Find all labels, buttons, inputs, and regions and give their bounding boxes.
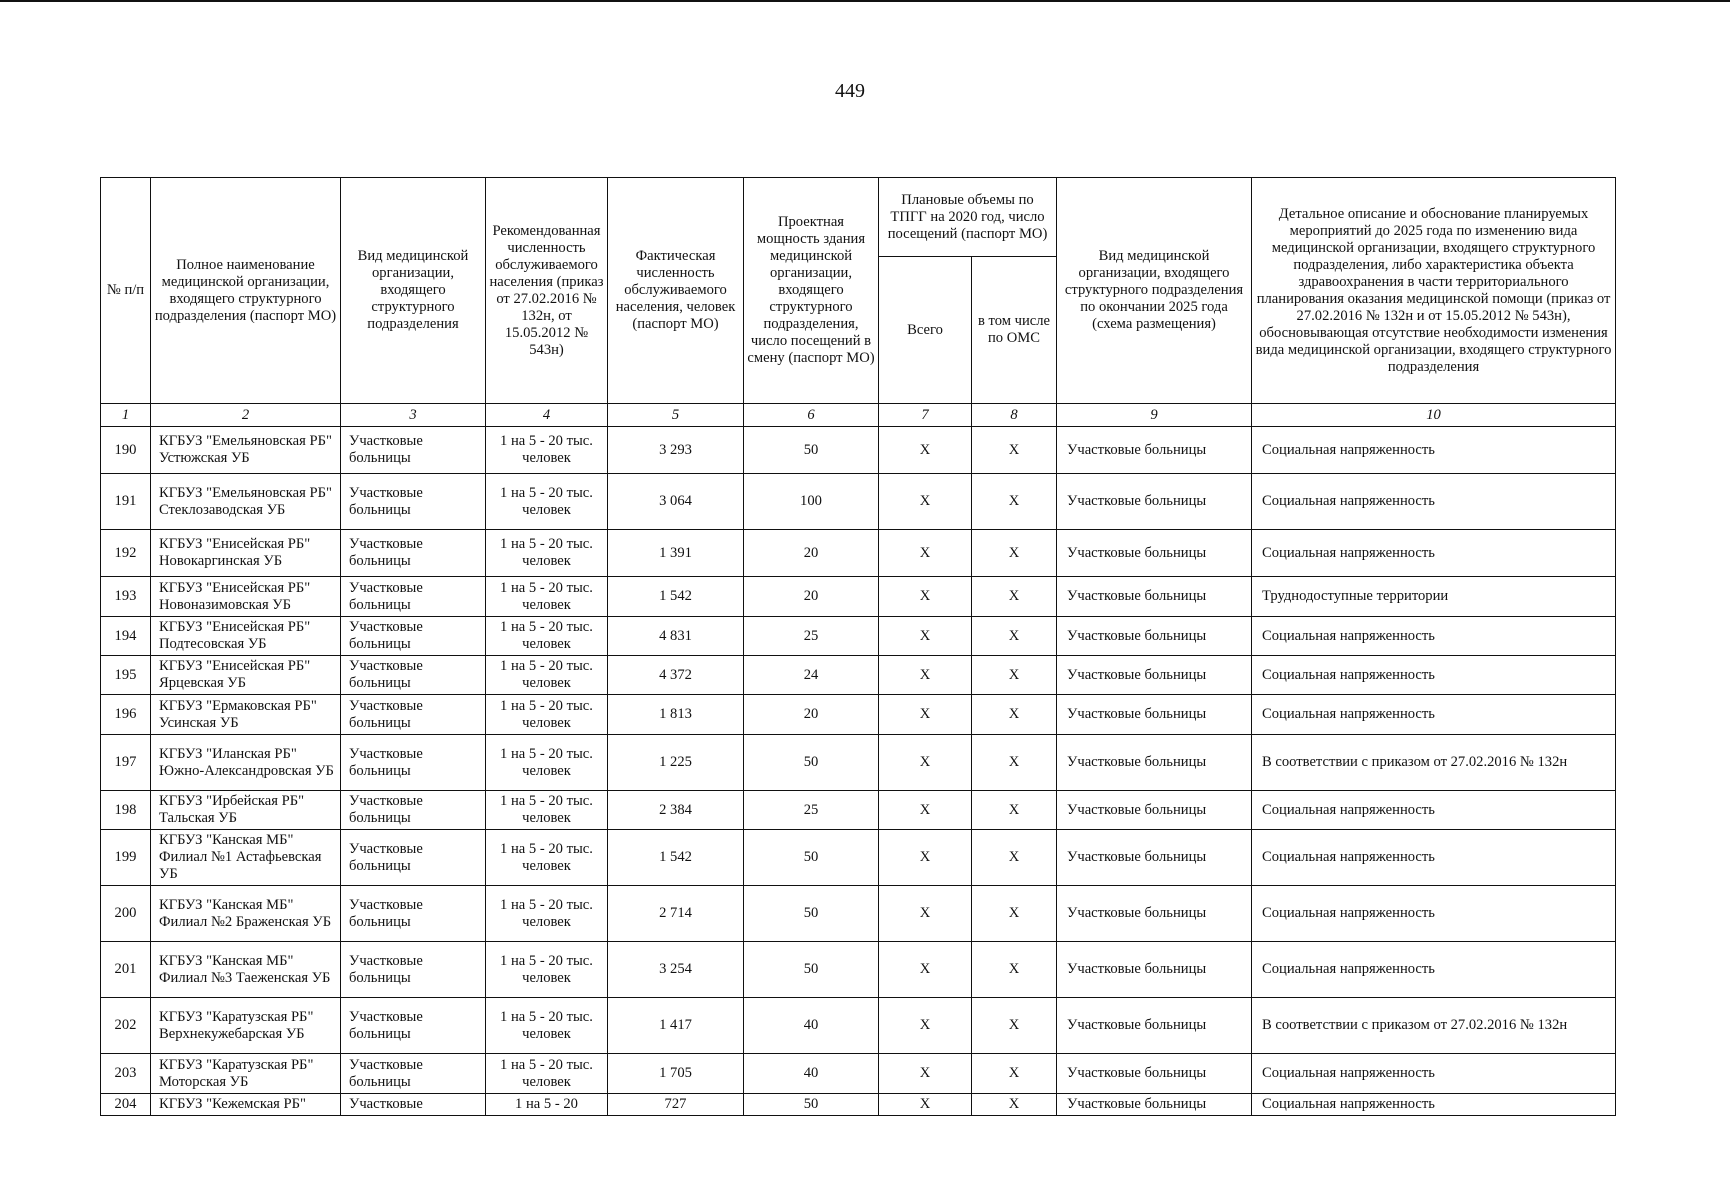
org-type: Участковые больницы bbox=[341, 530, 486, 577]
org-type-2025: Участковые больницы bbox=[1057, 656, 1252, 695]
header-type-2025: Вид медицинской организации, входящего структурного подразделения по окончании 2025 года (схема размещения) bbox=[1057, 178, 1252, 404]
justification: В соответствии с приказом от 27.02.2016 № 132н bbox=[1252, 998, 1616, 1054]
justification: Социальная напряженность bbox=[1252, 474, 1616, 530]
org-type: Участковые больницы bbox=[341, 695, 486, 735]
design-capacity: 50 bbox=[744, 886, 879, 942]
org-name: КГБУЗ "Канская МБ" Филиал №2 Браженская УБ bbox=[151, 886, 341, 942]
row-number: 197 bbox=[101, 735, 151, 791]
org-type: Участковые больницы bbox=[341, 1054, 486, 1094]
org-type-2025: Участковые больницы bbox=[1057, 617, 1252, 656]
planned-total: X bbox=[879, 617, 972, 656]
planned-total: X bbox=[879, 735, 972, 791]
org-name: КГБУЗ "Енисейская РБ" Новоназимовская УБ bbox=[151, 577, 341, 617]
planned-oms: X bbox=[972, 695, 1057, 735]
planned-total: X bbox=[879, 791, 972, 830]
planned-oms: X bbox=[972, 1054, 1057, 1094]
org-type: Участковые bbox=[341, 1094, 486, 1116]
recommended-population: 1 на 5 - 20 тыс. человек bbox=[486, 656, 608, 695]
design-capacity: 50 bbox=[744, 830, 879, 886]
table-row bbox=[101, 530, 1616, 577]
justification: Социальная напряженность bbox=[1252, 427, 1616, 474]
planned-total: X bbox=[879, 886, 972, 942]
table-row bbox=[101, 886, 1616, 942]
justification: Социальная напряженность bbox=[1252, 695, 1616, 735]
design-capacity: 25 bbox=[744, 791, 879, 830]
page-number: 449 bbox=[835, 80, 865, 102]
recommended-population: 1 на 5 - 20 тыс. человек bbox=[486, 695, 608, 735]
recommended-population: 1 на 5 - 20 тыс. человек bbox=[486, 791, 608, 830]
planned-oms: X bbox=[972, 1094, 1057, 1116]
org-name: КГБУЗ "Ирбейская РБ" Тальская УБ bbox=[151, 791, 341, 830]
column-number: 5 bbox=[608, 404, 744, 427]
recommended-population: 1 на 5 - 20 тыс. человек bbox=[486, 942, 608, 998]
actual-population: 4 831 bbox=[608, 617, 744, 656]
org-type: Участковые больницы bbox=[341, 656, 486, 695]
org-type-2025: Участковые больницы bbox=[1057, 1094, 1252, 1116]
justification: Социальная напряженность bbox=[1252, 617, 1616, 656]
design-capacity: 100 bbox=[744, 474, 879, 530]
table-row bbox=[101, 695, 1616, 735]
org-name: КГБУЗ "Енисейская РБ" Подтесовская УБ bbox=[151, 617, 341, 656]
row-number: 202 bbox=[101, 998, 151, 1054]
actual-population: 1 542 bbox=[608, 577, 744, 617]
org-type-2025: Участковые больницы bbox=[1057, 735, 1252, 791]
org-name: КГБУЗ "Кежемская РБ" bbox=[151, 1094, 341, 1116]
actual-population: 2 714 bbox=[608, 886, 744, 942]
header-total: Всего bbox=[879, 257, 972, 404]
org-name: КГБУЗ "Емельяновская РБ" Стеклозаводская УБ bbox=[151, 474, 341, 530]
org-type-2025: Участковые больницы bbox=[1057, 530, 1252, 577]
table-row bbox=[101, 1054, 1616, 1094]
table-row bbox=[101, 942, 1616, 998]
header-capacity: Проектная мощность здания медицинской организации, входящего структурного подразделения, число посещений в смену (паспорт МО) bbox=[744, 178, 879, 404]
header-type: Вид медицинской организации, входящего структурного подразделения bbox=[341, 178, 486, 404]
column-number: 3 bbox=[341, 404, 486, 427]
org-type: Участковые больницы bbox=[341, 577, 486, 617]
org-type: Участковые больницы bbox=[341, 942, 486, 998]
org-name: КГБУЗ "Канская МБ" Филиал №3 Таеженская УБ bbox=[151, 942, 341, 998]
table-row bbox=[101, 427, 1616, 474]
column-number: 6 bbox=[744, 404, 879, 427]
design-capacity: 40 bbox=[744, 1054, 879, 1094]
row-number: 198 bbox=[101, 791, 151, 830]
header-num: № п/п bbox=[101, 178, 151, 404]
header-planned-group: Плановые объемы по ТПГГ на 2020 год, число посещений (паспорт МО) bbox=[879, 178, 1057, 257]
planned-total: X bbox=[879, 1094, 972, 1116]
actual-population: 1 417 bbox=[608, 998, 744, 1054]
header-recommended: Рекомендованная численность обслуживаемого населения (приказ от 27.02.2016 № 132н, от 15.05.2012 № 543н) bbox=[486, 178, 608, 404]
design-capacity: 24 bbox=[744, 656, 879, 695]
design-capacity: 20 bbox=[744, 695, 879, 735]
column-number: 1 bbox=[101, 404, 151, 427]
recommended-population: 1 на 5 - 20 тыс. человек bbox=[486, 530, 608, 577]
row-number: 195 bbox=[101, 656, 151, 695]
row-number: 190 bbox=[101, 427, 151, 474]
actual-population: 3 293 bbox=[608, 427, 744, 474]
table-row bbox=[101, 617, 1616, 656]
planned-total: X bbox=[879, 577, 972, 617]
planned-oms: X bbox=[972, 427, 1057, 474]
planned-total: X bbox=[879, 530, 972, 577]
org-type: Участковые больницы bbox=[341, 474, 486, 530]
org-type: Участковые больницы bbox=[341, 998, 486, 1054]
org-type-2025: Участковые больницы bbox=[1057, 886, 1252, 942]
row-number: 203 bbox=[101, 1054, 151, 1094]
row-number: 199 bbox=[101, 830, 151, 886]
actual-population: 1 705 bbox=[608, 1054, 744, 1094]
planned-oms: X bbox=[972, 474, 1057, 530]
recommended-population: 1 на 5 - 20 тыс. человек bbox=[486, 1054, 608, 1094]
org-type-2025: Участковые больницы bbox=[1057, 998, 1252, 1054]
org-type: Участковые больницы bbox=[341, 735, 486, 791]
planned-oms: X bbox=[972, 577, 1057, 617]
actual-population: 1 225 bbox=[608, 735, 744, 791]
org-type-2025: Участковые больницы bbox=[1057, 830, 1252, 886]
table-row bbox=[101, 474, 1616, 530]
table-row bbox=[101, 791, 1616, 830]
recommended-population: 1 на 5 - 20 тыс. человек bbox=[486, 427, 608, 474]
org-name: КГБУЗ "Енисейская РБ" Новокаргинская УБ bbox=[151, 530, 341, 577]
org-type: Участковые больницы bbox=[341, 830, 486, 886]
planned-total: X bbox=[879, 830, 972, 886]
justification: В соответствии с приказом от 27.02.2016 № 132н bbox=[1252, 735, 1616, 791]
planned-oms: X bbox=[972, 998, 1057, 1054]
row-number: 204 bbox=[101, 1094, 151, 1116]
design-capacity: 20 bbox=[744, 530, 879, 577]
actual-population: 3 064 bbox=[608, 474, 744, 530]
org-name: КГБУЗ "Емельяновская РБ" Устюжская УБ bbox=[151, 427, 341, 474]
org-type: Участковые больницы bbox=[341, 427, 486, 474]
recommended-population: 1 на 5 - 20 тыс. человек bbox=[486, 830, 608, 886]
actual-population: 727 bbox=[608, 1094, 744, 1116]
column-number: 10 bbox=[1252, 404, 1616, 427]
planned-total: X bbox=[879, 427, 972, 474]
recommended-population: 1 на 5 - 20 тыс. человек bbox=[486, 886, 608, 942]
justification: Социальная напряженность bbox=[1252, 830, 1616, 886]
design-capacity: 50 bbox=[744, 735, 879, 791]
justification: Труднодоступные территории bbox=[1252, 577, 1616, 617]
recommended-population: 1 на 5 - 20 тыс. человек bbox=[486, 617, 608, 656]
recommended-population: 1 на 5 - 20 тыс. человек bbox=[486, 735, 608, 791]
justification: Социальная напряженность bbox=[1252, 791, 1616, 830]
planned-total: X bbox=[879, 695, 972, 735]
org-type: Участковые больницы bbox=[341, 617, 486, 656]
row-number: 193 bbox=[101, 577, 151, 617]
header-actual: Фактическая численность обслуживаемого населения, человек (паспорт МО) bbox=[608, 178, 744, 404]
actual-population: 1 391 bbox=[608, 530, 744, 577]
design-capacity: 50 bbox=[744, 1094, 879, 1116]
planned-oms: X bbox=[972, 830, 1057, 886]
recommended-population: 1 на 5 - 20 тыс. человек bbox=[486, 577, 608, 617]
row-number: 192 bbox=[101, 530, 151, 577]
org-type-2025: Участковые больницы bbox=[1057, 474, 1252, 530]
org-type-2025: Участковые больницы bbox=[1057, 695, 1252, 735]
justification: Социальная напряженность bbox=[1252, 942, 1616, 998]
row-number: 194 bbox=[101, 617, 151, 656]
row-number: 201 bbox=[101, 942, 151, 998]
table-row bbox=[101, 998, 1616, 1054]
planned-oms: X bbox=[972, 617, 1057, 656]
table-body bbox=[101, 427, 1616, 1116]
org-type: Участковые больницы bbox=[341, 886, 486, 942]
table-row bbox=[101, 577, 1616, 617]
org-name: КГБУЗ "Иланская РБ" Южно-Александровская УБ bbox=[151, 735, 341, 791]
planned-oms: X bbox=[972, 942, 1057, 998]
org-type-2025: Участковые больницы bbox=[1057, 791, 1252, 830]
actual-population: 2 384 bbox=[608, 791, 744, 830]
column-number: 2 bbox=[151, 404, 341, 427]
planned-total: X bbox=[879, 1054, 972, 1094]
design-capacity: 20 bbox=[744, 577, 879, 617]
org-type: Участковые больницы bbox=[341, 791, 486, 830]
table-row bbox=[101, 735, 1616, 791]
org-type-2025: Участковые больницы bbox=[1057, 942, 1252, 998]
org-type-2025: Участковые больницы bbox=[1057, 1054, 1252, 1094]
org-type-2025: Участковые больницы bbox=[1057, 427, 1252, 474]
planned-oms: X bbox=[972, 530, 1057, 577]
planned-total: X bbox=[879, 656, 972, 695]
planned-oms: X bbox=[972, 791, 1057, 830]
table-row bbox=[101, 1094, 1616, 1116]
recommended-population: 1 на 5 - 20 тыс. человек bbox=[486, 474, 608, 530]
org-name: КГБУЗ "Канская МБ" Филиал №1 Астафьевская УБ bbox=[151, 830, 341, 886]
planned-oms: X bbox=[972, 735, 1057, 791]
header-name: Полное наименование медицинской организации, входящего структурного подразделения (паспорт МО) bbox=[151, 178, 341, 404]
column-number: 7 bbox=[879, 404, 972, 427]
planned-total: X bbox=[879, 998, 972, 1054]
org-name: КГБУЗ "Енисейская РБ" Ярцевская УБ bbox=[151, 656, 341, 695]
row-number: 200 bbox=[101, 886, 151, 942]
justification: Социальная напряженность bbox=[1252, 886, 1616, 942]
row-number: 191 bbox=[101, 474, 151, 530]
header-description: Детальное описание и обоснование планируемых мероприятий до 2025 года по изменению вида медицинской организации, входящего структурного подразделения, либо характеристика объекта здравоохранения в части территориального планирования оказания медицинской помощи (приказ от 27.02.2016 № 132н и от 15.05.2012 № 543н), обосновывающая отсутствие необходимости изменения вида медицинской организации, входящего структурного подразделения bbox=[1252, 178, 1616, 404]
design-capacity: 40 bbox=[744, 998, 879, 1054]
justification: Социальная напряженность bbox=[1252, 530, 1616, 577]
planned-oms: X bbox=[972, 886, 1057, 942]
justification: Социальная напряженность bbox=[1252, 1054, 1616, 1094]
actual-population: 3 254 bbox=[608, 942, 744, 998]
column-number-row bbox=[101, 404, 1616, 427]
planned-total: X bbox=[879, 474, 972, 530]
justification: Социальная напряженность bbox=[1252, 1094, 1616, 1116]
actual-population: 4 372 bbox=[608, 656, 744, 695]
header-oms: в том числе по ОМС bbox=[972, 257, 1057, 404]
column-number: 8 bbox=[972, 404, 1057, 427]
planned-oms: X bbox=[972, 656, 1057, 695]
org-name: КГБУЗ "Ермаковская РБ" Усинская УБ bbox=[151, 695, 341, 735]
column-number: 4 bbox=[486, 404, 608, 427]
org-name: КГБУЗ "Каратузская РБ" Верхнекужебарская УБ bbox=[151, 998, 341, 1054]
table-row bbox=[101, 830, 1616, 886]
row-number: 196 bbox=[101, 695, 151, 735]
org-type-2025: Участковые больницы bbox=[1057, 577, 1252, 617]
org-name: КГБУЗ "Каратузская РБ" Моторская УБ bbox=[151, 1054, 341, 1094]
table-row bbox=[101, 656, 1616, 695]
justification: Социальная напряженность bbox=[1252, 656, 1616, 695]
column-number: 9 bbox=[1057, 404, 1252, 427]
actual-population: 1 542 bbox=[608, 830, 744, 886]
design-capacity: 50 bbox=[744, 427, 879, 474]
recommended-population: 1 на 5 - 20 bbox=[486, 1094, 608, 1116]
scan-top-border bbox=[0, 0, 1730, 2]
actual-population: 1 813 bbox=[608, 695, 744, 735]
design-capacity: 50 bbox=[744, 942, 879, 998]
hospital-table bbox=[100, 177, 1616, 1116]
recommended-population: 1 на 5 - 20 тыс. человек bbox=[486, 998, 608, 1054]
design-capacity: 25 bbox=[744, 617, 879, 656]
planned-total: X bbox=[879, 942, 972, 998]
